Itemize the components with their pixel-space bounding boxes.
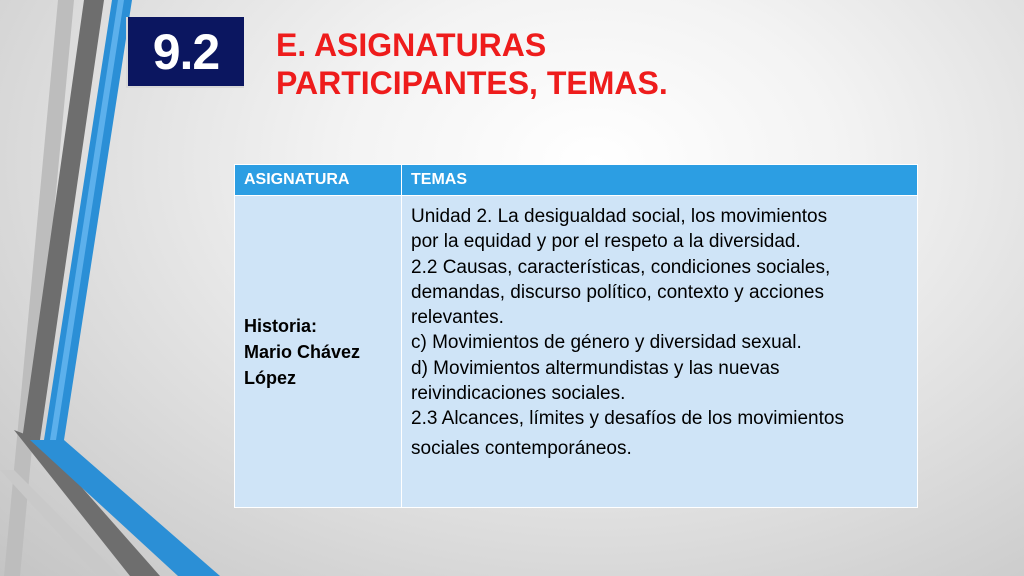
subject-line: López <box>244 367 296 388</box>
subjects-table <box>234 164 918 508</box>
topic-line: por la equidad y por el respeto a la diversidad. <box>411 231 801 253</box>
subject-cell <box>235 196 402 508</box>
topic-line: relevantes. <box>411 307 504 329</box>
topic-line: Unidad 2. La desigualdad social, los movimientos <box>411 206 828 227</box>
topic-line: c) Movimientos de género y diversidad sexual. <box>411 332 802 354</box>
topic-line: 2.3 Alcances, límites y desafíos de los movimientos <box>411 408 844 430</box>
table-header-row <box>235 165 918 196</box>
topic-line: demandas, discurso político, contexto y acciones <box>411 281 824 303</box>
slide-number-badge: 9.2 <box>126 17 244 88</box>
topic-line: reivindicaciones sociales. <box>411 383 626 405</box>
header-temas: TEMAS <box>402 165 918 196</box>
topic-line: 2.2 Causas, características, condiciones sociales, <box>411 256 831 278</box>
subject-line: Historia: <box>244 315 318 336</box>
subject-line: Mario Chávez <box>244 341 361 362</box>
topic-line: d) Movimientos altermundistas y las nuevas <box>411 357 780 379</box>
topics-cell <box>402 196 918 508</box>
topic-line: sociales contemporáneos. <box>411 437 632 459</box>
table-row <box>235 196 918 508</box>
slide-title: E. ASIGNATURAS PARTICIPANTES, TEMAS. <box>276 27 668 101</box>
header-asignatura: ASIGNATURA <box>235 165 402 196</box>
